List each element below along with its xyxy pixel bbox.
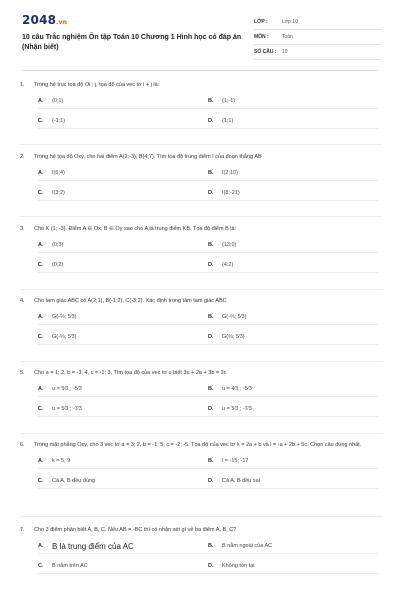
- question-1: [20, 81, 382, 129]
- meta-row-subject: [254, 30, 382, 45]
- option-text: I(8;-21): [222, 190, 240, 196]
- option-letter: B.: [208, 543, 214, 549]
- option-letter: C.: [38, 563, 44, 569]
- meta-value: 10: [282, 49, 288, 55]
- option-b[interactable]: [208, 94, 378, 109]
- option-letter: B.: [208, 458, 214, 464]
- option-text: G(⅔; 5⁄3): [222, 334, 245, 340]
- question-number: 2.: [20, 154, 25, 160]
- option-c[interactable]: [38, 258, 208, 273]
- option-c[interactable]: [38, 186, 208, 201]
- question-divider: [20, 289, 382, 290]
- site-logo[interactable]: [22, 13, 67, 27]
- option-text: (0;2): [52, 262, 64, 268]
- question-2: [20, 153, 382, 201]
- option-text: (13;0): [222, 242, 237, 248]
- option-letter: A.: [38, 314, 44, 320]
- option-letter: C.: [38, 478, 44, 484]
- option-b[interactable]: [208, 539, 378, 554]
- option-text: (1;-1): [222, 98, 236, 104]
- option-c[interactable]: [38, 559, 208, 574]
- option-letter: D.: [208, 334, 214, 340]
- option-text: Cả A, B đều sai: [222, 478, 260, 484]
- question-7: [20, 526, 382, 574]
- meta-row-class: [254, 15, 382, 30]
- option-letter: A.: [38, 170, 44, 176]
- question-text: Trong hệ trục tọa độ Oi ; j, tọa độ của vec tơ i + j là:: [34, 82, 160, 88]
- option-text: B nằm ngoài của AC: [222, 543, 273, 549]
- question-text: Cho a = 1; 2, b = -3; 4, c = -1; 3. Tìm tọa độ của vec tơ u biết 3u + 2a + 3b = 3c: [34, 370, 227, 376]
- question-divider: [20, 144, 382, 145]
- option-text: u = 5⁄3 ; -5⁄3: [52, 386, 82, 392]
- option-text: Cả A, B đều đúng: [52, 478, 96, 484]
- meta-row-count: [254, 45, 382, 60]
- option-text: B nằm trên AC: [52, 563, 88, 569]
- logo-suffix: .vn: [56, 19, 68, 26]
- option-text: u = 5⁄3 ; -7⁄3: [222, 406, 252, 412]
- option-text: Không tồn tại: [222, 563, 255, 569]
- option-letter: C.: [38, 118, 44, 124]
- quiz-meta: [254, 15, 382, 60]
- option-b[interactable]: [208, 166, 378, 181]
- option-letter: C.: [38, 406, 44, 412]
- option-d[interactable]: [208, 402, 378, 417]
- option-a[interactable]: [38, 94, 208, 109]
- option-a[interactable]: [38, 238, 208, 253]
- option-text: (-1;1): [52, 118, 66, 124]
- option-c[interactable]: [38, 402, 208, 417]
- meta-value: Lớp 10: [282, 19, 298, 25]
- option-b[interactable]: [208, 238, 378, 253]
- option-d[interactable]: [208, 330, 378, 345]
- option-text: I(2;10): [222, 170, 238, 176]
- question-divider: [20, 361, 382, 362]
- option-d[interactable]: [208, 114, 378, 129]
- option-letter: A.: [38, 242, 44, 248]
- option-text: u = 4⁄3 ; -5⁄3: [222, 386, 252, 392]
- question-5: [20, 369, 382, 417]
- option-letter: D.: [208, 118, 214, 124]
- option-letter: C.: [38, 262, 44, 268]
- meta-label: MÔN :: [254, 34, 269, 40]
- option-letter: C.: [38, 334, 44, 340]
- meta-label: SỐ CÂU :: [254, 49, 277, 55]
- option-letter: B.: [208, 386, 214, 392]
- option-text: (4;2): [222, 262, 234, 268]
- option-d[interactable]: [208, 186, 378, 201]
- option-letter: A.: [38, 458, 44, 464]
- option-text: I(3;2): [52, 190, 65, 196]
- option-letter: D.: [208, 262, 214, 268]
- question-6: [20, 441, 382, 489]
- question-number: 1.: [20, 82, 25, 88]
- header-divider: [22, 70, 378, 71]
- question-number: 3.: [20, 226, 25, 232]
- option-c[interactable]: [38, 330, 208, 345]
- option-c[interactable]: [38, 474, 208, 489]
- option-b[interactable]: [208, 382, 378, 397]
- question-number: 4.: [20, 298, 25, 304]
- option-text: I(6;4): [52, 170, 65, 176]
- option-a[interactable]: [38, 539, 208, 554]
- option-text: B là trung điểm của AC: [52, 541, 134, 551]
- question-text: Cho tam giác ABC có A(2;1), B(-1;2), C(-3;2). Xác định trọng tâm tam giác ABC: [34, 298, 227, 304]
- option-b[interactable]: [208, 310, 378, 325]
- question-text: Cho K (1; -3). Điểm A ∈ Ox, B ∈ Oy sao cho A là trung điểm KB. Tọa độ điểm B là:: [34, 226, 237, 232]
- question-number: 6.: [20, 442, 25, 448]
- option-text: (0;1): [52, 98, 64, 104]
- meta-label: LỚP :: [254, 19, 268, 25]
- option-letter: B.: [208, 170, 214, 176]
- option-letter: D.: [208, 563, 214, 569]
- question-text: Cho 3 điểm phân biệt A, B, C. Nếu AB = -BC thì có nhận xét gì về ba điểm A, B, C?: [34, 527, 237, 533]
- logo-text: 2048: [22, 13, 57, 27]
- option-b[interactable]: [208, 454, 378, 469]
- option-text: k = 5; 9: [52, 458, 71, 464]
- question-text: Trong mặt phẳng Oxy, cho 3 vec tơ a = 3; 2, b = -1; 5, c = -2; -5. Tọa độ của vec tơ k = 2a + b và l = -a + 2b + 5c. Chọn câu đúng nhất.: [34, 442, 362, 448]
- option-d[interactable]: [208, 559, 378, 574]
- page-title: 10 câu Trắc nghiệm Ôn tập Toán 10 Chương 1 Hình học có đáp án (Nhận biết): [22, 34, 242, 51]
- option-c[interactable]: [38, 114, 208, 129]
- option-d[interactable]: [208, 258, 378, 273]
- option-text: u = 5⁄3 ; -7⁄3: [52, 406, 82, 412]
- option-letter: A.: [38, 386, 44, 392]
- meta-value: Toán: [282, 34, 293, 40]
- option-a[interactable]: [38, 166, 208, 181]
- option-letter: D.: [208, 478, 214, 484]
- option-letter: B.: [208, 314, 214, 320]
- question-number: 7.: [20, 527, 25, 533]
- option-letter: B.: [208, 242, 214, 248]
- option-letter: B.: [208, 98, 214, 104]
- option-text: (1;1): [222, 118, 234, 124]
- option-text: (0;3): [52, 242, 64, 248]
- option-text: G(-⅔; 5⁄3): [52, 334, 77, 340]
- option-a[interactable]: [38, 382, 208, 397]
- question-text: Trong hệ tọa độ Oxy, cho hai điểm A(2;-3), B(4;7). Tìm tọa độ trung điểm I của đoạn thẳng AB: [34, 154, 262, 160]
- option-letter: A.: [38, 98, 44, 104]
- question-divider: [20, 516, 382, 517]
- question-4: [20, 297, 382, 345]
- option-letter: C.: [38, 190, 44, 196]
- option-text: l = -15; -17: [222, 458, 249, 464]
- question-divider: [20, 433, 382, 434]
- option-a[interactable]: [38, 310, 208, 325]
- question-3: [20, 225, 382, 273]
- option-d[interactable]: [208, 474, 378, 489]
- question-number: 5.: [20, 370, 25, 376]
- option-a[interactable]: [38, 454, 208, 469]
- option-letter: A.: [38, 543, 44, 549]
- option-text: G(-⅔; 5⁄3): [222, 314, 247, 320]
- question-divider: [20, 216, 382, 217]
- option-letter: D.: [208, 190, 214, 196]
- option-letter: D.: [208, 406, 214, 412]
- option-text: G(-⅔; 5⁄3): [52, 314, 77, 320]
